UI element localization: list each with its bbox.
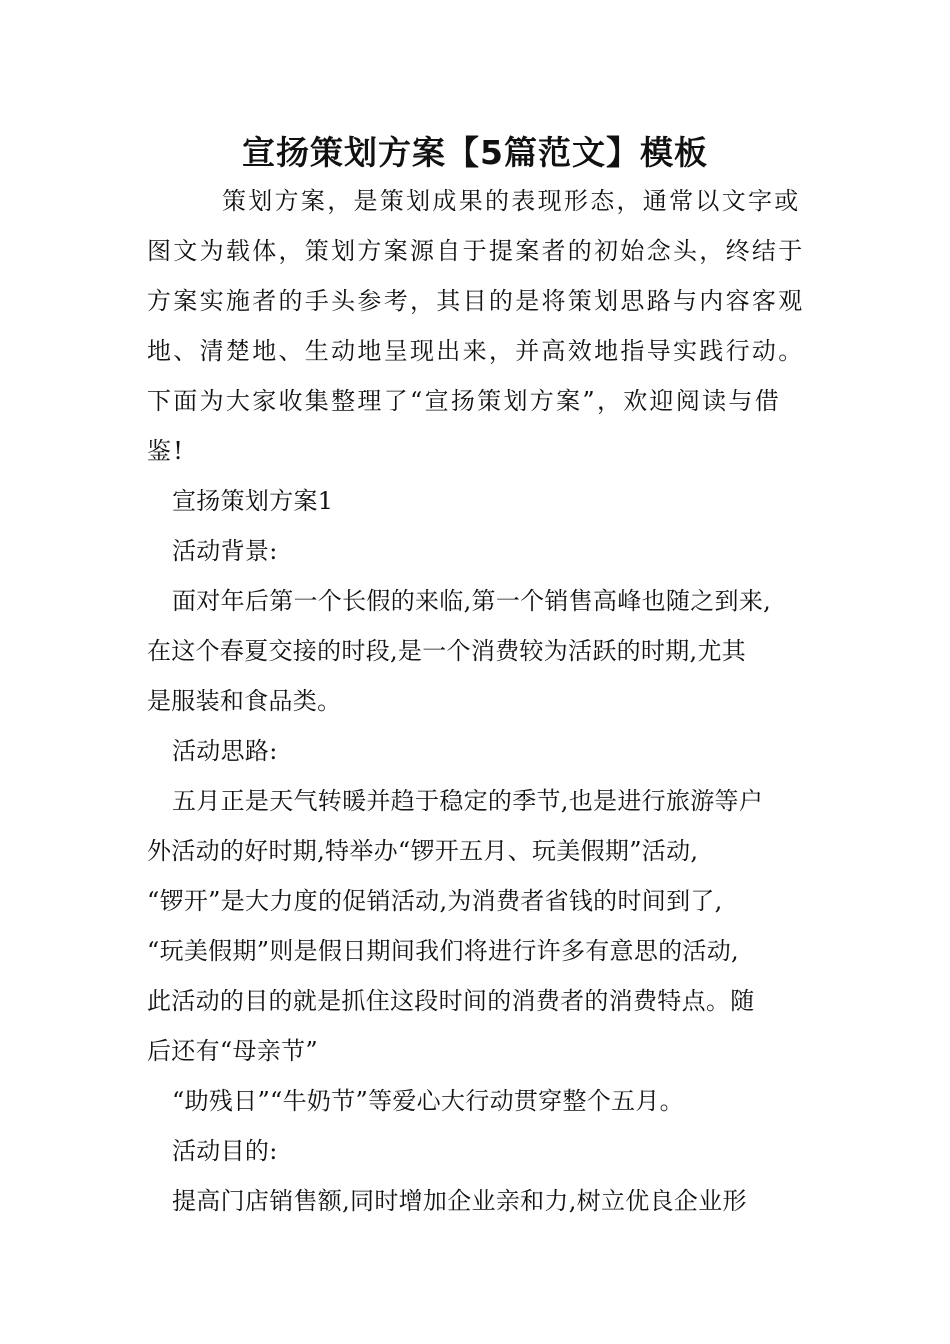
background-line: 面对年后第一个长假的来临,第一个销售高峰也随之到来, [172, 587, 772, 615]
intro-line: 方案实施者的手头参考，其目的是将策划思路与内容客观 [147, 287, 805, 315]
idea-line: 外活动的好时期,特举办“锣开五月、玩美假期”活动, [147, 837, 699, 865]
idea-line: 五月正是天气转暖并趋于稳定的季节,也是进行旅游等户 [172, 787, 764, 815]
idea-heading: 活动思路: [172, 737, 278, 765]
idea-line: “助残日”“牛奶节”等爱心大行动贯穿整个五月。 [172, 1087, 684, 1115]
idea-line: “锣开”是大力度的促销活动,为消费者省钱的时间到了, [147, 887, 723, 915]
intro-line: 策划方案，是策划成果的表现形态，通常以文字或 [222, 187, 801, 215]
intro-line: 图文为载体，策划方案源自于提案者的初始念头，终结于 [147, 237, 805, 265]
document-title: 宣扬策划方案【5篇范文】模板 [242, 133, 708, 172]
idea-line: 此活动的目的就是抓住这段时间的消费者的消费特点。随 [147, 987, 755, 1015]
idea-line: 后还有“母亲节” [147, 1037, 318, 1065]
background-line: 是服装和食品类。 [147, 687, 342, 715]
goal-line: 提高门店销售额,同时增加企业亲和力,树立优良企业形 [172, 1187, 747, 1215]
background-line: 在这个春夏交接的时段,是一个消费较为活跃的时期,尤其 [147, 637, 747, 665]
background-heading: 活动背景: [172, 537, 278, 565]
intro-line: 下面为大家收集整理了“宣扬策划方案”，欢迎阅读与借 [147, 387, 782, 415]
goal-heading: 活动目的: [172, 1137, 278, 1165]
intro-line: 地、清楚地、生动地呈现出来，并高效地指导实践行动。 [147, 337, 805, 365]
intro-line: 鉴! [147, 437, 186, 465]
idea-line: “玩美假期”则是假日期间我们将进行许多有意思的活动, [147, 937, 739, 965]
section-heading: 宣扬策划方案1 [172, 487, 334, 515]
